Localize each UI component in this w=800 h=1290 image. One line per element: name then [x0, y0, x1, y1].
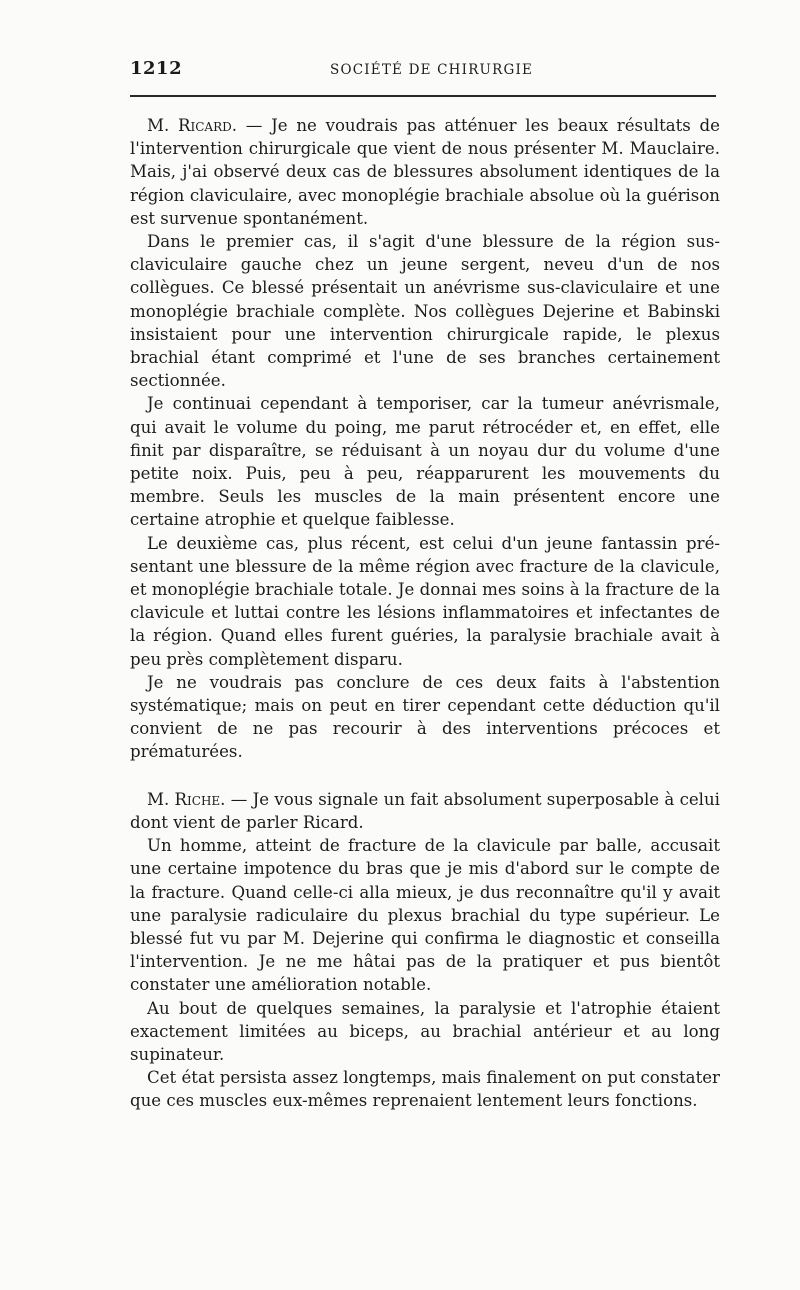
body-text — [130, 114, 720, 1113]
paragraph-riche-intro — [130, 788, 720, 834]
paragraph — [130, 532, 720, 671]
paragraph — [130, 671, 720, 764]
paragraph — [130, 230, 720, 392]
speaker-ricard: M. Ricard. — [147, 116, 238, 135]
page-number: 1212 — [130, 58, 183, 79]
paragraph-text: — Je ne voudrais pas atténuer les beaux résultats de l'intervention chirurgicale que vient de nous présenter M. Mauclaire. Mais, j'ai observé deux cas de blessures absolument identiques de la région claviculaire, avec monoplégie brachiale absolue où la guérison est survenue spontanément. — [130, 116, 720, 228]
paragraph-text: Dans le premier cas, il s'agit d'une blessure de la région sus-claviculaire gauche chez un jeune sergent, neveu d'un de nos collègues. Ce blessé présentait un anévrisme sus-claviculaire et une monoplégie brachiale complète. Nos collègues Dejerine et Babinski insistaient pour une intervention chirurgicale rapide, le plexus brachial étant comprimé et l'une de ses branches certainement sectionnée. — [130, 232, 720, 391]
running-title: SOCIÉTÉ DE CHIRURGIE — [330, 62, 534, 78]
paragraph — [130, 997, 720, 1067]
paragraph-text: Un homme, atteint de fracture de la clavicule par balle, accusait une certaine impotence du bras que je mis d'abord sur le compte de la fracture. Quand celle-ci alla mieux, je dus reconnaître qu'il y avait une paralysie radiculaire du plexus brachial du type supérieur. Le blessé fut vu par M. Dejerine qui confirma le diagnostic et conseilla l'intervention. Je ne me hâtai pas de la pratiquer et pus bientôt constater une amélioration notable. — [130, 836, 720, 995]
running-head — [130, 58, 716, 86]
paragraph — [130, 392, 720, 531]
paragraph-text: Je continuai cependant à temporiser, car la tumeur anévrismale, qui avait le volume du poing, me parut rétrocéder et, en effet, elle finit par disparaître, se réduisant à un noyau dur du volume d'une petite noix. Puis, peu à peu, réapparurent les mouvements du membre. Seuls les muscles de la main présentent encore une certaine atrophie et quelque faiblesse. — [130, 394, 720, 530]
paragraph — [130, 1066, 720, 1112]
speaker-riche: M. Riche. — [147, 789, 226, 809]
paragraph-text: Cet état persista assez longtemps, mais finalement on put constater que ces muscles eux-mêmes reprenaient lentement leurs fonctions. — [130, 1068, 720, 1111]
paragraph — [130, 834, 720, 996]
paragraph-text: Au bout de quelques semaines, la paralysie et l'atrophie étaient exactement limitées au biceps, au brachial antérieur et au long supinateur. — [130, 998, 720, 1064]
paragraph-text: — Je vous signale un fait absolument superposable à celui dont vient de parler Ricard. — [130, 789, 720, 832]
paragraph-ricard-intro — [130, 114, 720, 230]
header-rule — [130, 95, 716, 97]
paragraph-text: Je ne voudrais pas conclure de ces deux faits à l'abstention systématique; mais on peut en tirer cependant cette déduction qu'il convient de ne pas recourir à des interventions précoces et prématurées. — [130, 672, 720, 762]
paragraph-text: Le deuxième cas, plus récent, est celui d'un jeune fantassin présentant une blessure de la même région avec fracture de la clavicule, et monoplégie brachiale totale. Je donnai mes soins à la fracture de la clavicule et luttai contre les lésions inflammatoires et infectantes de la région. Quand elles furent guéries, la paralysie brachiale avait à peu près complètement disparu. — [130, 533, 720, 669]
